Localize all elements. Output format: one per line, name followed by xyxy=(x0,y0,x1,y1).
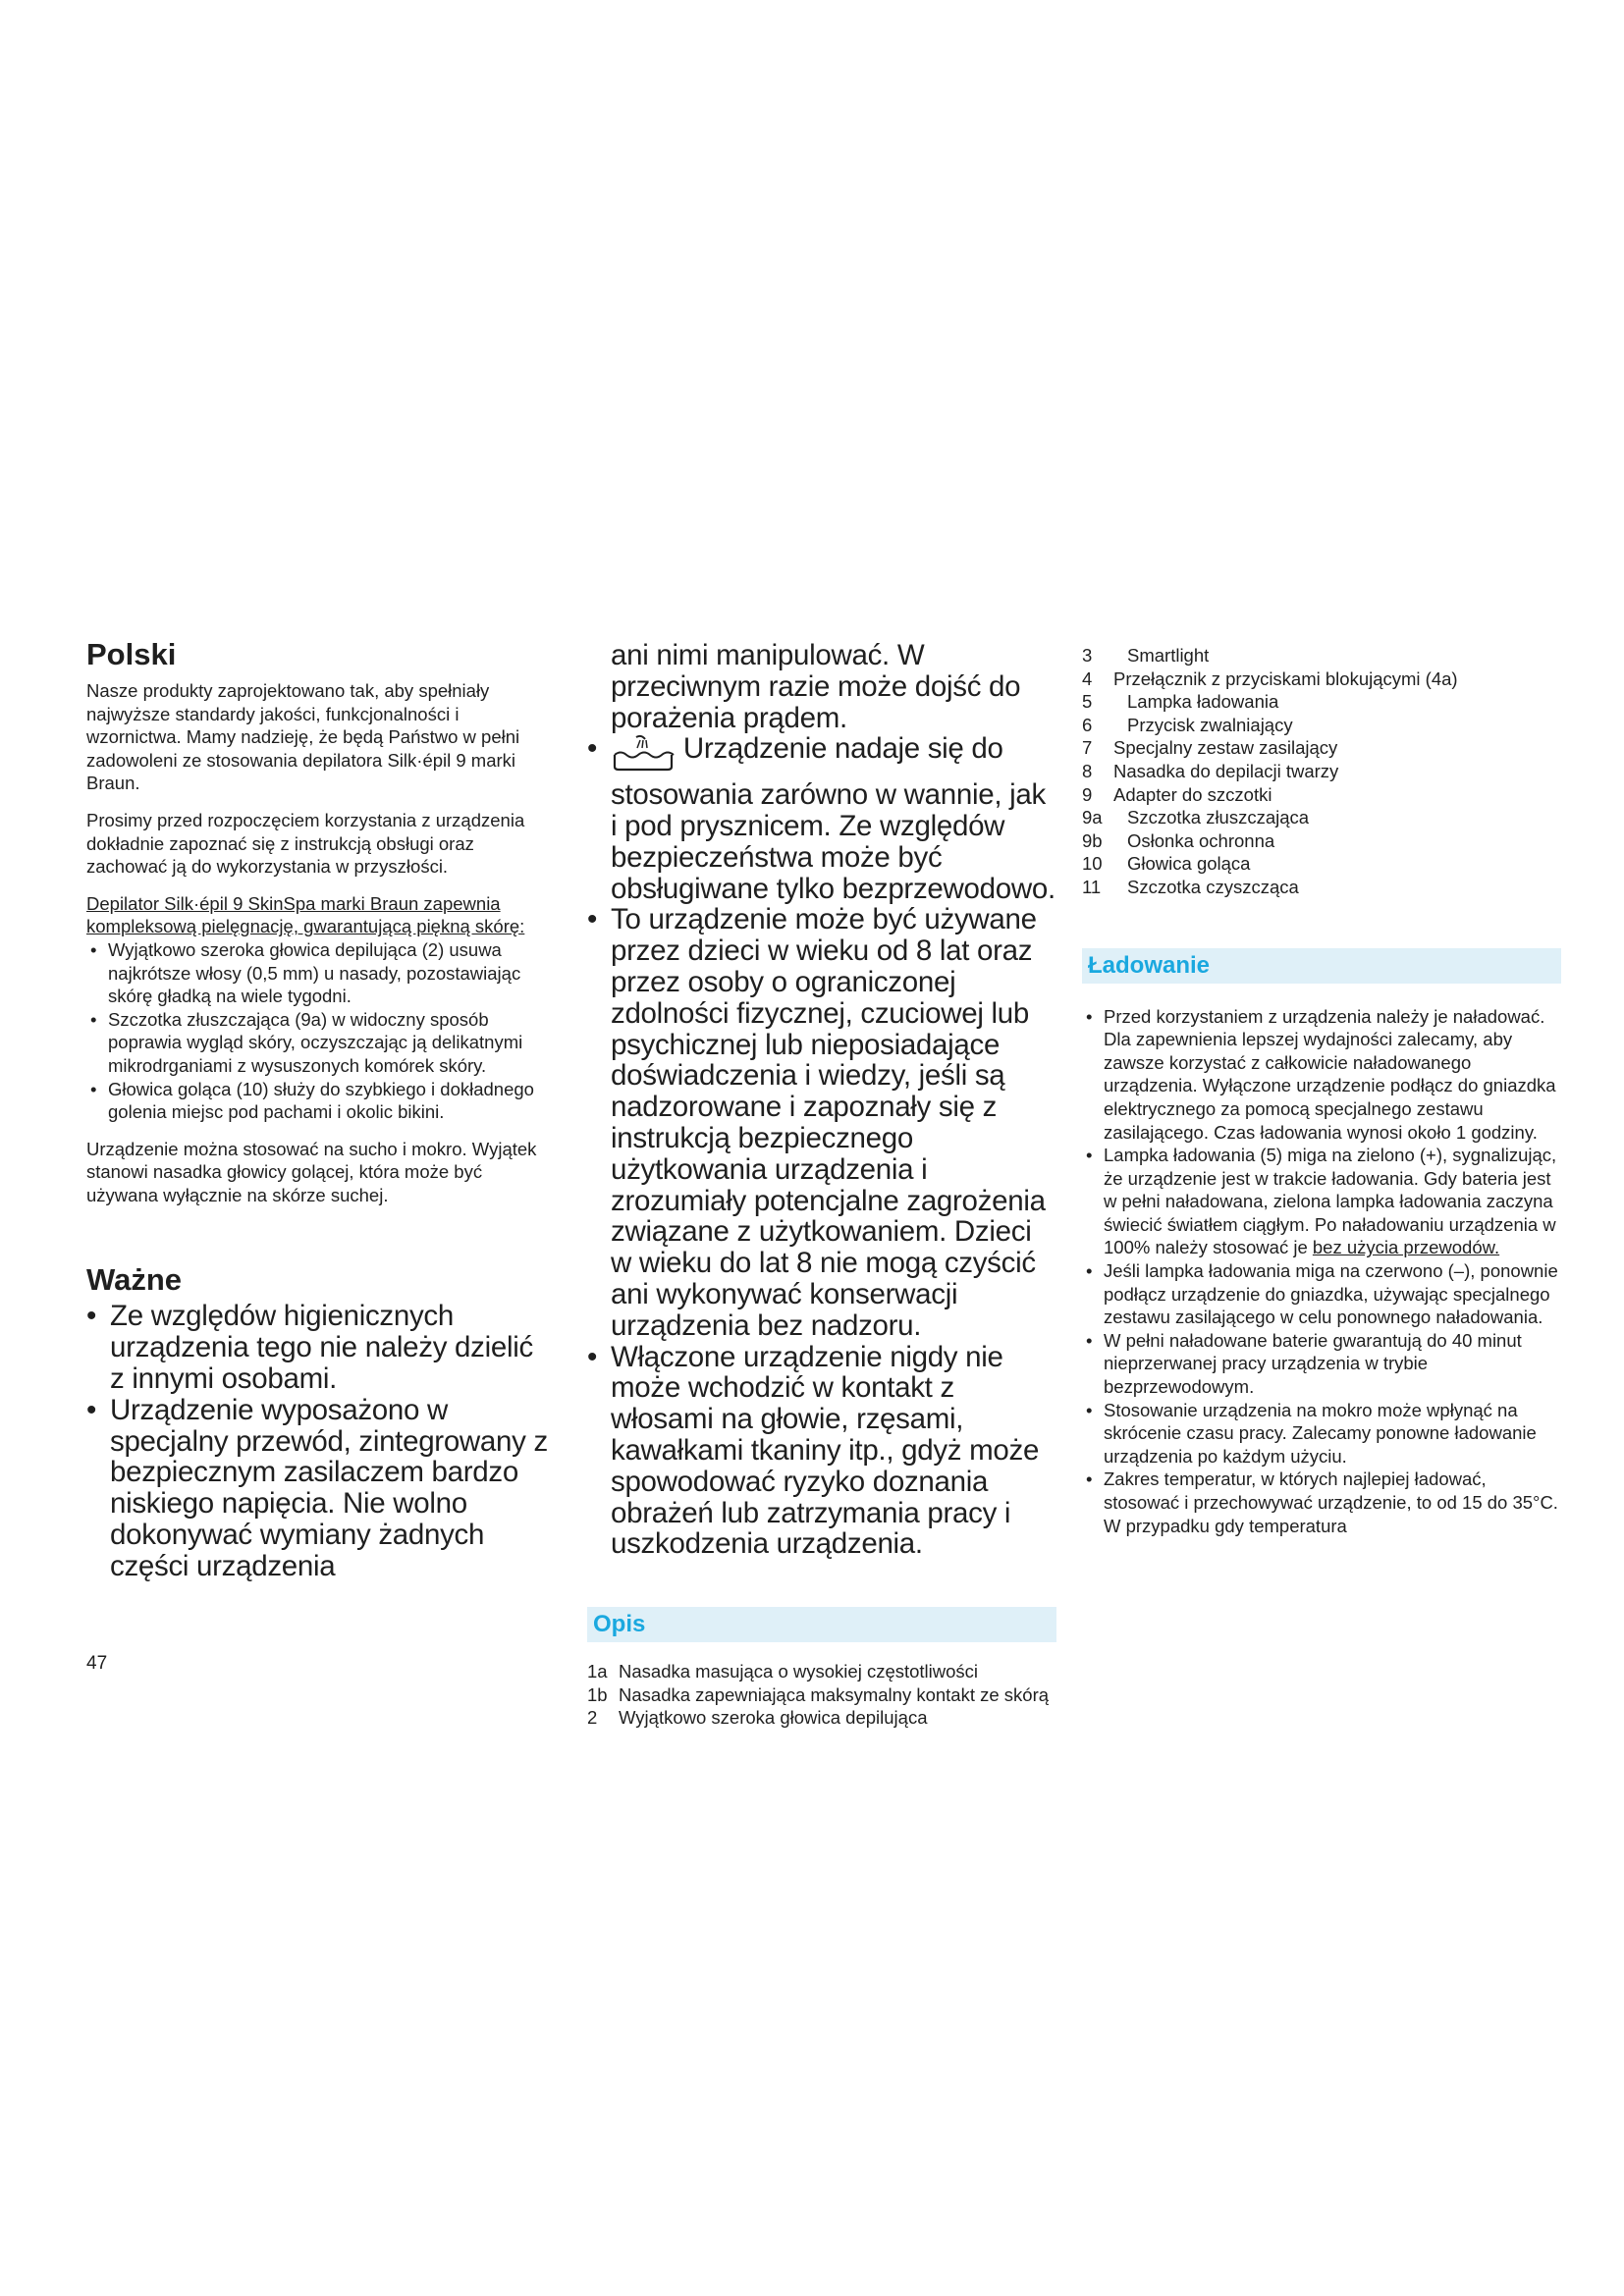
feature-lead: Depilator Silk·épil 9 SkinSpa marki Braun zapewnia kompleksową pielęgnację, gwarantującą piękną skórę: xyxy=(86,892,525,937)
list-item: • Zakres temperatur, w których najlepiej ładować, stosować i przechowywać urządzenie, to od 15 do 35°C. W przypadku gdy temperatura xyxy=(1082,1468,1561,1537)
section-heading-opis: Opis xyxy=(593,1611,646,1638)
list-item: • Głowica goląca (10) służy do szybkiego i dokładnego golenia miejsc pod pachami i okolic bikini. xyxy=(86,1078,550,1124)
instructions-paragraph: Prosimy przed rozpoczęciem korzystania z urządzenia dokładnie zapoznać się z instrukcją obsługi oraz zachować ją do wykorzystania w przyszłości. xyxy=(86,809,525,878)
list-item: 7 Specjalny zestaw zasilający xyxy=(1082,737,1338,759)
list-item-bath xyxy=(587,733,1056,904)
list-item: • W pełni naładowane baterie gwarantują do 40 minut nieprzerwanej pracy urządzenia w trybie bezprzewodowym. xyxy=(1082,1329,1561,1399)
list-item: 9 Adapter do szczotki xyxy=(1082,783,1272,805)
section-heading-polski: Polski xyxy=(86,637,177,671)
list-item: • Włączone urządzenie nigdy nie może wchodzić w kontakt z włosami na głowie, rzęsami, kawałkami tkaniny itp., gdyż może spowodować ryzyko doznania obrażeń lub zatrzymania pracy i uszkodzenia urządzenia. xyxy=(587,1342,1056,1561)
section-heading-wazne: Ważne xyxy=(86,1262,183,1298)
list-item: 10 Głowica goląca xyxy=(1082,853,1251,875)
intro-paragraph: Nasze produkty zaprojektowano tak, aby spełniały najwyższe standardy jakości, funkcjonalności i wzornictwa. Mamy nadzieję, że będą Państwo w pełni zadowoleni ze stosowania depilatora Silk·épil 9 marki Braun. xyxy=(86,680,520,794)
bath-text-a: Urządzenie nadaje się do xyxy=(682,732,1003,766)
list-item: • Stosowanie urządzenia na mokro może wpłynąć na skrócenie czasu pracy. Zalecamy ponowne ładowanie urządzenia po każdym użyciu. xyxy=(1082,1399,1561,1468)
page-number: 47 xyxy=(86,1653,108,1674)
list-item: • To urządzenie może być używane przez dzieci w wieku od 8 lat oraz przez osoby o ograniczonej zdolności fizycznej, czuciowej lub psychicznej lub nieposiadające doświadczenia i wiedzy, jeśli są nadzorowane i zapoznały się z instrukcją bezpiecznego użytkowania urządzenia i zrozumiały potencjalne zagrożenia związane z użytkowaniem. Dzieci w wieku do lat 8 nie mogą czyścić ani wykonywać konserwacji urządzenia bez nadzoru. xyxy=(587,904,1056,1341)
safety-list xyxy=(587,733,1056,1560)
parts-list xyxy=(587,1660,1056,1730)
list-item: 11 Szczotka czyszcząca xyxy=(1082,876,1299,897)
feature-list xyxy=(86,938,550,1124)
parts-list-continued xyxy=(1082,644,1561,899)
important-list xyxy=(86,1301,550,1581)
list-item: 3 Smartlight xyxy=(1082,645,1210,666)
list-item: 8 Nasadka do depilacji twarzy xyxy=(1082,760,1339,781)
list-item: 4 Przełącznik z przyciskami blokującymi (4a) xyxy=(1082,667,1458,689)
section-bar-ladowanie xyxy=(1082,948,1561,984)
list-item: 5 Lampka ładowania xyxy=(1082,691,1279,713)
list-item: • Lampka ładowania (5) miga na zielono (+), sygnalizując, że urządzenie jest w trakcie ładowania. Gdy bateria jest w pełni naładowana, zielona lampka ładowania zaczyna świecić światłem ciągłym. Po naładowaniu urządzenia w 100% należy stosować je bez użycia przewodów. xyxy=(1082,1144,1561,1259)
list-item: 9b Osłonka ochronna xyxy=(1082,829,1275,851)
list-item: • Urządzenie wyposażono w specjalny przewód, zintegrowany z bezpiecznym zasilaczem bardzo niskiego napięcia. Nie wolno dokonywać wymiany żadnych części urządzenia xyxy=(86,1395,550,1582)
bath-shower-icon xyxy=(611,733,676,779)
column-left xyxy=(86,636,550,1582)
wet-dry-paragraph: Urządzenie można stosować na sucho i mokro. Wyjątek stanowi nasadka głowicy golącej, która może być używana wyłącznie na skórze suchej. xyxy=(86,1138,537,1205)
list-item: 6 Przycisk zwalniający xyxy=(1082,714,1293,735)
list-item: • Ze względów higienicznych urządzenia tego nie należy dzielić z innymi osobami. xyxy=(86,1301,550,1394)
list-item: 1b Nasadka zapewniająca maksymalny kontakt ze skórą xyxy=(587,1683,1050,1705)
list-item: • Przed korzystaniem z urządzenia należy je naładować. Dla zapewnienia lepszej wydajności zalecamy, aby zawsze korzystać z całkowicie naładowanego urządzenia. Wyłączone urządzenie podłącz do gniazdka elektrycznego za pomocą specjalnego zestawu zasilającego. Czas ładowania wynosi około 1 godziny. xyxy=(1082,1005,1561,1145)
underlined-text: bez użycia przewodów. xyxy=(1312,1237,1500,1258)
list-item: 1a Nasadka masująca o wysokiej częstotliwości xyxy=(587,1661,979,1682)
continuation-text: ani nimi manipulować. W przeciwnym razie może dojść do porażenia prądem. xyxy=(611,639,1021,734)
column-middle xyxy=(587,640,1056,1730)
column-right xyxy=(1082,644,1561,1551)
list-item: 2 Wyjątkowo szeroka głowica depilująca xyxy=(587,1707,928,1729)
list-item: 9a Szczotka złuszczająca xyxy=(1082,807,1310,828)
charging-list xyxy=(1082,1005,1561,1538)
list-item: • Jeśli lampka ładowania miga na czerwono (–), ponownie podłącz urządzenie do gniazdka, używając specjalnego zestawu zasilającego w celu ponownego naładowania. xyxy=(1082,1259,1561,1329)
bath-text-b: stosowania zarówno w wannie, jak i pod prysznicem. Ze względów bezpieczeństwa może być obsługiwane tylko bezprzewodowo. xyxy=(611,778,1056,905)
list-item: • Wyjątkowo szeroka głowica depilująca (2) usuwa najkrótsze włosy (0,5 mm) u nasady, pozostawiając skórę gładką na wiele tygodni. xyxy=(86,938,550,1008)
section-heading-ladowanie: Ładowanie xyxy=(1088,951,1211,979)
section-bar-opis xyxy=(587,1607,1056,1642)
list-item: • Szczotka złuszczająca (9a) w widoczny sposób poprawia wygląd skóry, oczyszczając ją delikatnymi mikrodrganiami z wysuszonych komórek skóry. xyxy=(86,1008,550,1078)
